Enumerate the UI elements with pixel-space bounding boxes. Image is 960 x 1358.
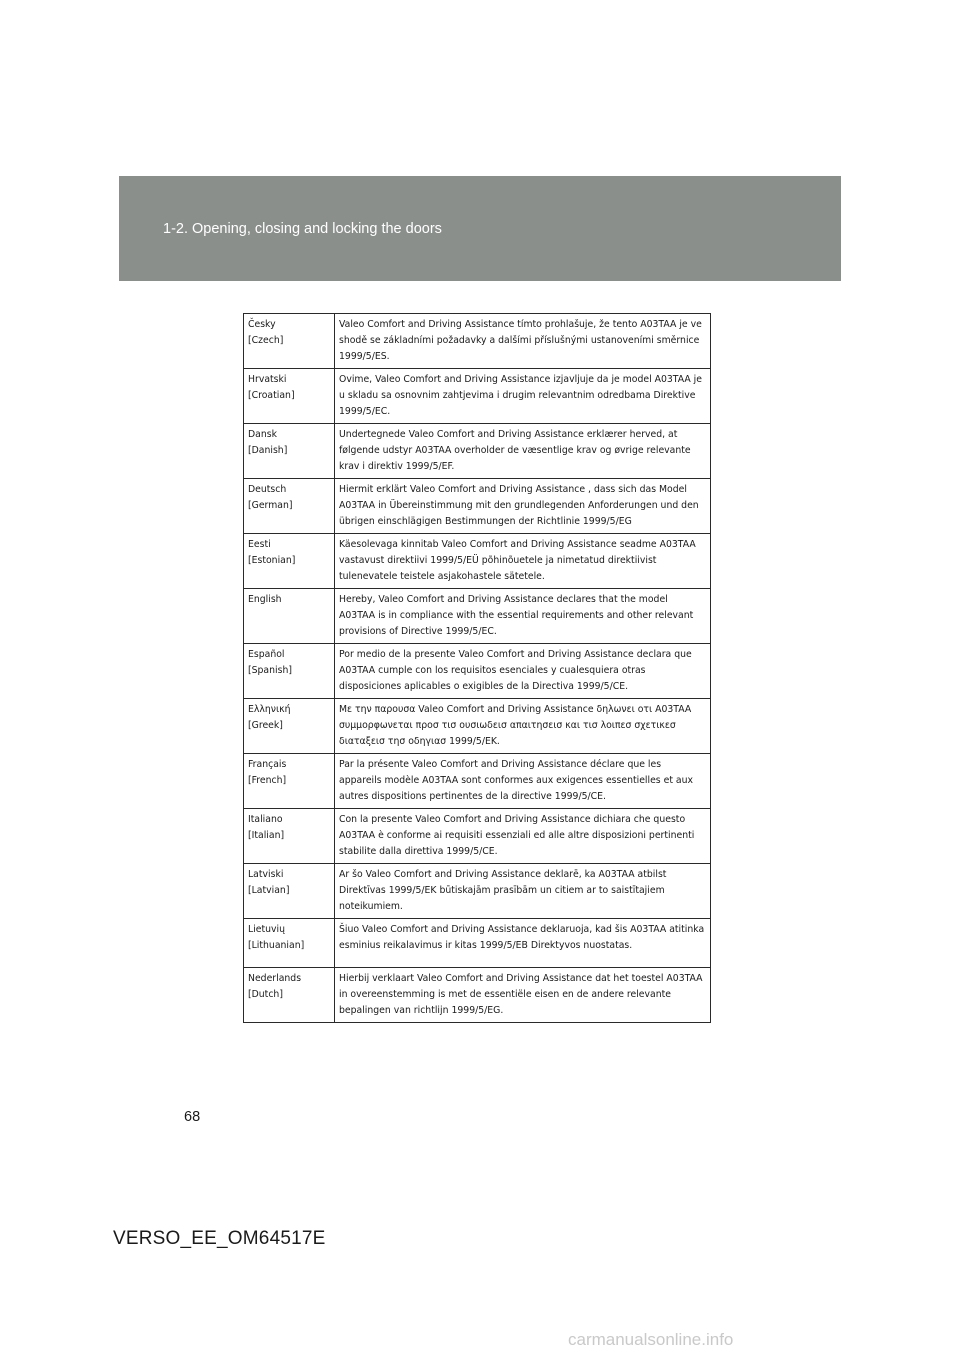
language-name: English: [248, 594, 282, 605]
language-cell: [244, 314, 335, 369]
language-cell: [244, 754, 335, 809]
language-cell: [244, 479, 335, 534]
language-cell: [244, 644, 335, 699]
declaration-text: Με την παρουσα Valeo Comfort and Driving Assistance δηλωνει οτι A03TAA συμμορφωνεται προσ τισ ουσιωδεισ απαιτησεισ και τισ λοιπεσ σχετικεσ διαταξεισ τησ οδηγιασ 1999/5/ΕΚ.: [335, 699, 711, 754]
page-number: 68: [184, 1109, 201, 1125]
section-header-band: [119, 176, 841, 281]
language-cell: [244, 809, 335, 864]
language-english-name: [Greek]: [248, 720, 283, 731]
language-name: Nederlands: [248, 973, 302, 984]
declaration-text: Hiermit erklärt Valeo Comfort and Driving Assistance , dass sich das Model A03TAA in Übereinstimmung mit den grundlegenden Anforderungen und den übrigen einschlägigen Bestimmungen der Richtlinie 1999/5/EG: [335, 479, 711, 534]
language-cell: [244, 864, 335, 919]
language-name: Eesti: [248, 539, 271, 550]
declaration-text: Šiuo Valeo Comfort and Driving Assistance deklaruoja, kad šis A03TAA atitinka esminius reikalavimus ir kitas 1999/5/EB Direktyvos nuostatas.: [335, 919, 711, 968]
table-row: [244, 369, 711, 424]
language-name: Dansk: [248, 429, 277, 440]
table-row: [244, 644, 711, 699]
table-row: [244, 809, 711, 864]
language-english-name: [French]: [248, 775, 287, 786]
table-row: [244, 479, 711, 534]
language-english-name: [Croatian]: [248, 390, 295, 401]
section-title: 1-2. Opening, closing and locking the doors: [163, 221, 442, 237]
declaration-text: Por medio de la presente Valeo Comfort and Driving Assistance declara que A03TAA cumple con los requisitos esenciales y cualesquiera otras disposiciones aplicables o exigibles de la Directiva 1999/5/CE.: [335, 644, 711, 699]
language-name: Deutsch: [248, 484, 287, 495]
language-english-name: [Spanish]: [248, 665, 292, 676]
declaration-text: Undertegnede Valeo Comfort and Driving Assistance erklærer herved, at følgende udstyr A03TAA overholder de væsentlige krav og øvrige relevante krav i direktiv 1999/5/EF.: [335, 424, 711, 479]
language-name: Italiano: [248, 814, 283, 825]
language-english-name: [Dutch]: [248, 989, 283, 1000]
declaration-text: Ovime, Valeo Comfort and Driving Assistance izjavljuje da je model A03TAA je u skladu sa osnovnim zahtjevima i drugim relevantnim odredbama Direktive 1999/5/EC.: [335, 369, 711, 424]
declaration-text: Par la présente Valeo Comfort and Driving Assistance déclare que les appareils modèle A03TAA sont conformes aux exigences essentielles et aux autres dispositions pertinentes de la directive 1999/5/CE.: [335, 754, 711, 809]
language-english-name: [Estonian]: [248, 555, 296, 566]
table-row: [244, 864, 711, 919]
table-row: [244, 589, 711, 644]
language-cell: [244, 589, 335, 644]
language-english-name: [Danish]: [248, 445, 288, 456]
declaration-text: Con la presente Valeo Comfort and Driving Assistance dichiara che questo A03TAA è conforme ai requisiti essenziali ed alle altre disposizioni pertinenti stabilite dalla direttiva 1999/5/CE.: [335, 809, 711, 864]
language-english-name: [Latvian]: [248, 885, 290, 896]
language-name: Lietuvių: [248, 924, 285, 935]
language-cell: [244, 968, 335, 1023]
table-row: [244, 699, 711, 754]
language-cell: [244, 369, 335, 424]
language-cell: [244, 534, 335, 589]
declaration-text: Käesolevaga kinnitab Valeo Comfort and Driving Assistance seadme A03TAA vastavust direktiivi 1999/5/EÜ põhinõuetele ja nimetatud direktiivist tulenevatele teistele asjakohastele sätetele.: [335, 534, 711, 589]
language-cell: [244, 424, 335, 479]
table-row: [244, 754, 711, 809]
declaration-text: Hereby, Valeo Comfort and Driving Assistance declares that the model A03TAA is in compliance with the essential requirements and other relevant provisions of Directive 1999/5/EC.: [335, 589, 711, 644]
declaration-text: Valeo Comfort and Driving Assistance tímto prohlašuje, že tento A03TAA je ve shodě se základními požadavky a dalšími příslušnými ustanoveními směrnice 1999/5/ES.: [335, 314, 711, 369]
table-row: [244, 968, 711, 1023]
declaration-table: [243, 313, 711, 1023]
document-code: VERSO_EE_OM64517E: [113, 1228, 326, 1249]
language-name: Ελληνική: [248, 704, 291, 715]
language-name: Español: [248, 649, 285, 660]
watermark: carmanualsonline.info: [568, 1330, 734, 1349]
declaration-text: Ar šo Valeo Comfort and Driving Assistance deklarē, ka A03TAA atbilst Direktīvas 1999/5/EK būtiskajām prasībām un citiem ar to saistītajiem noteikumiem.: [335, 864, 711, 919]
table-row: [244, 919, 711, 968]
language-name: Hrvatski: [248, 374, 287, 385]
table-row: [244, 424, 711, 479]
language-cell: [244, 699, 335, 754]
language-name: Latviski: [248, 869, 284, 880]
declaration-text: Hierbij verklaart Valeo Comfort and Driving Assistance dat het toestel A03TAA in overeenstemming is met de essentiële eisen en de andere relevante bepalingen van richtlijn 1999/5/EG.: [335, 968, 711, 1023]
language-english-name: [Lithuanian]: [248, 940, 305, 951]
table-row: [244, 534, 711, 589]
table-row: [244, 314, 711, 369]
language-english-name: [Czech]: [248, 335, 284, 346]
language-name: Français: [248, 759, 287, 770]
language-english-name: [Italian]: [248, 830, 285, 841]
language-name: Česky: [248, 319, 276, 330]
language-cell: [244, 919, 335, 968]
language-english-name: [German]: [248, 500, 293, 511]
